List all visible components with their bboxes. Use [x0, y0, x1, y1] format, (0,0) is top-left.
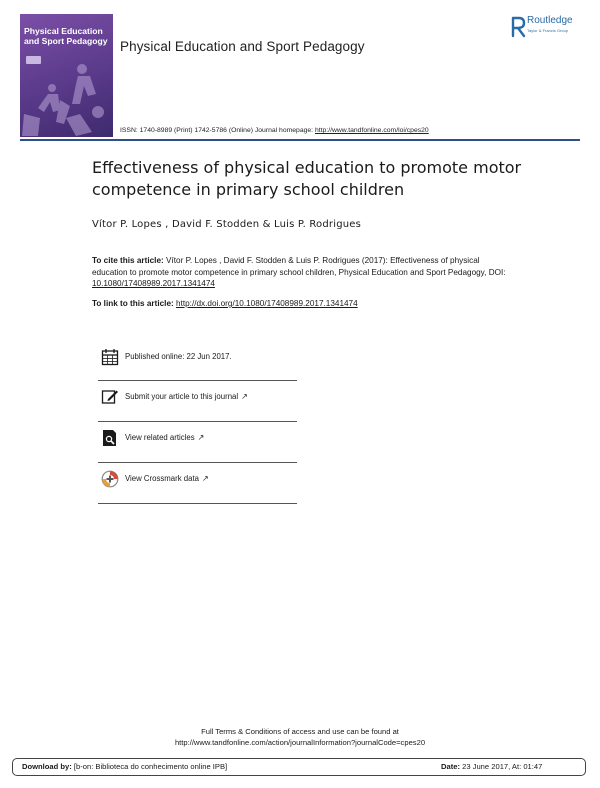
date-value: 23 June 2017, At: 01:47 [460, 762, 543, 771]
related-articles-link[interactable] [125, 433, 204, 442]
downloaded-by [22, 762, 227, 771]
related-articles-icon [101, 429, 119, 447]
submit-article-link[interactable] [125, 392, 248, 401]
crossmark-link[interactable] [125, 474, 209, 483]
external-link-icon: ↗ [197, 433, 205, 442]
crossmark-label: View Crossmark data [125, 474, 199, 483]
row-divider [98, 462, 297, 463]
routledge-logo-icon [510, 16, 526, 38]
terms-notice [0, 726, 600, 748]
article-link[interactable]: http://dx.doi.org/10.1080/17408989.2017.1341474 [176, 299, 358, 308]
cover-badge [26, 56, 41, 64]
journal-homepage-link[interactable]: http://www.tandfonline.com/loi/cpes20 [314, 127, 429, 134]
header-divider [20, 139, 580, 141]
article-authors: Vítor P. Lopes , David F. Stodden & Luis P. Rodrigues [92, 219, 362, 230]
row-divider [98, 421, 297, 422]
published-online-label: Published online: 22 Jun 2017. [125, 352, 232, 361]
terms-url[interactable]: http://www.tandfonline.com/action/journalInformation?journalCode=cpes20 [174, 738, 426, 747]
citation-text: Vítor P. Lopes , David F. Stodden & Luis P. Rodrigues (2017): Effectiveness of physical education to promote motor competence in primary school children, Physical Education and Sport Pedagogy, DOI: [92, 256, 506, 277]
submit-article-label: Submit your article to this journal [125, 392, 239, 401]
external-link-icon: ↗ [241, 392, 248, 401]
issn-text: ISSN: 1740-8989 (Print) 1742-5786 (Online) Journal homepage: [120, 127, 315, 134]
crossmark-row[interactable] [98, 465, 297, 505]
row-divider [98, 380, 297, 381]
doi-link[interactable]: 10.1080/17408989.2017.1341474 [92, 279, 215, 288]
edit-icon [101, 388, 119, 406]
terms-line: Full Terms & Conditions of access and use can be found at [201, 727, 399, 736]
link-label: To link to this article: [92, 299, 177, 308]
date-label: Date: [441, 762, 460, 771]
downloaded-label: Download by: [22, 762, 72, 771]
published-online-row [98, 343, 297, 383]
article-link-row [92, 299, 358, 308]
related-articles-row[interactable] [98, 424, 297, 464]
row-divider [98, 503, 297, 504]
crossmark-icon [101, 470, 119, 488]
external-link-icon: ↗ [201, 474, 209, 483]
journal-title: Physical Education and Sport Pedagogy [120, 39, 365, 54]
cover-title [24, 26, 110, 46]
issn-line [120, 127, 429, 134]
download-date [441, 762, 542, 771]
article-title: Effectiveness of physical education to promote motor competence in primary school children [92, 158, 522, 199]
downloaded-value: [b-on: Biblioteca do conhecimento online IPB] [71, 762, 228, 771]
citation-label: To cite this article: [92, 256, 167, 265]
citation-block [92, 255, 512, 290]
publisher-tagline: Taylor & Francis Group [527, 29, 569, 33]
journal-cover-image [20, 14, 113, 137]
submit-article-row[interactable] [98, 383, 297, 423]
cover-title-line-1: Physical Education [24, 26, 103, 36]
publisher-name: Routledge [527, 15, 573, 26]
calendar-icon [101, 348, 119, 366]
cover-title-line-2: and Sport Pedagogy [24, 36, 108, 46]
related-articles-label: View related articles [125, 433, 195, 442]
